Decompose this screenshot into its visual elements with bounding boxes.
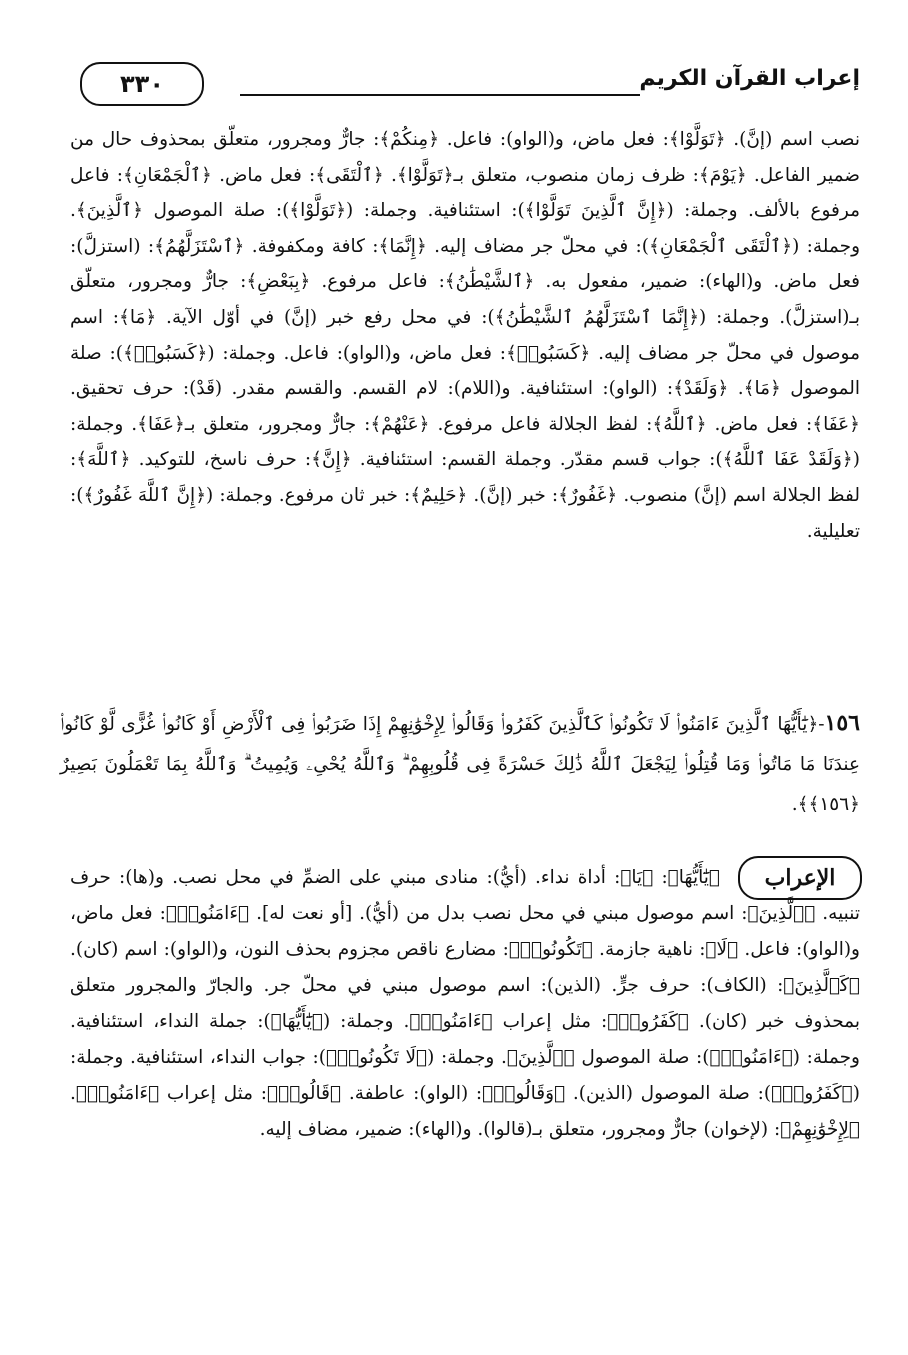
irab-paragraph: ﴿يَٰٓأَيُّهَا﴾: ﴿يَا﴾: أداة نداء. (أيُّ): منادى مبني على الضمِّ في محل نصب. و(ها): حرف تنبيه. ﴿ٱلَّذِينَ﴾: اسم موصول مبني في محل نصب بدل من (أيُّ). [أو نعت له]. ﴿ءَامَنُوا۟﴾: فعل ماض، و(الواو): فاعل. ﴿لَا﴾: ناهية جازمة. ﴿تَكُونُوا۟﴾: مضارع ناقص مجزوم بحذف النون، و(الواو): اسم (كان). ﴿كَٱلَّذِينَ﴾: (الكاف): حرف جرٍّ. (الذين): اسم موصول مبني في محلّ جر. والجارّ والمجرور متعلق بمحذوف خبر (كان). ﴿كَفَرُوا۟﴾: مثل إعراب ﴿ءَامَنُوا۟﴾. وجملة: (﴿يَٰٓأَيُّهَا﴾): جملة النداء، استئنافية. وجملة: (﴿ءَامَنُوا۟﴾): صلة الموصول ﴿ٱلَّذِينَ﴾. وجملة: (﴿لَا تَكُونُوا۟﴾): جواب النداء، استئنافية. وجملة: (﴿كَفَرُوا۟﴾): صلة الموصول (الذين). ﴿وَقَالُوا۟﴾: (الواو): عاطفة. ﴿قَالُوا۟﴾: مثل إعراب ﴿ءَامَنُوا۟﴾. ﴿لِإِخْوَٰنِهِمْ﴾: (لإخوان) جارٌّ ومجرور، متعلق بـ(قالوا). و(الهاء): ضمير، مضاف إليه. [70, 867, 860, 1140]
commentary-paragraph: نصب اسم (إنَّ). ﴿تَوَلَّوْا﴾: فعل ماض، و(الواو): فاعل. ﴿مِنكُمْ﴾: جارٌّ ومجرور، متعلّق بمحذوف حال من ضمير الفاعل. ﴿يَوْمَ﴾: ظرف زمان منصوب، متعلق بـ﴿تَوَلَّوْا﴾. ﴿ٱلْتَقَى﴾: فعل ماض. ﴿ٱلْجَمْعَانِ﴾: فاعل مرفوع بالألف. وجملة: (﴿إِنَّ ٱلَّذِينَ تَوَلَّوْا﴾): استئنافية. وجملة: (﴿تَوَلَّوْا﴾): صلة الموصول ﴿ٱلَّذِينَ﴾. وجملة: (﴿ٱلْتَقَى ٱلْجَمْعَانِ﴾): في محلّ جر مضاف إليه. ﴿إِنَّمَا﴾: كافة ومكفوفة. ﴿ٱسْتَزَلَّهُمُ﴾: (استزلَّ): فعل ماض. و(الهاء): ضمير، مفعول به. ﴿ٱلشَّيْطَٰنُ﴾: فاعل مرفوع. ﴿بِبَعْضِ﴾: جارٌّ ومجرور، متعلّق بـ(استزلَّ). وجملة: (﴿إِنَّمَا ٱسْتَزَلَّهُمُ ٱلشَّيْطَٰنُ﴾): في محل رفع خبر (إنَّ) في أوّل الآية. ﴿مَا﴾: اسم موصول في محلّ جر مضاف إليه. ﴿كَسَبُوا۟﴾: فعل ماض، و(الواو): فاعل. وجملة: (﴿كَسَبُوا۟﴾): صلة الموصول ﴿مَا﴾. ﴿وَلَقَدْ﴾: (الواو): استئنافية. و(اللام): لام القسم. والقسم مقدر. (قَدْ): حرف تحقيق. ﴿عَفَا﴾: فعل ماض. ﴿ٱللَّهُ﴾: لفظ الجلالة فاعل مرفوع. ﴿عَنْهُمْ﴾: جارٌّ ومجرور، متعلق بـ﴿عَفَا﴾. وجملة: (﴿وَلَقَدْ عَفَا ٱللَّهُ﴾): جواب قسم مقدّر. وجملة القسم: استئنافية. ﴿إِنَّ﴾: حرف ناسخ، للتوكيد. ﴿ٱللَّهَ﴾: لفظ الجلالة اسم (إنَّ) منصوب. ﴿غَفُورٌ﴾: خبر (إنَّ). ﴿حَلِيمٌ﴾: خبر ثان مرفوع. وجملة: (﴿إِنَّ ٱللَّهَ غَفُورٌ﴾): تعليلية. [70, 129, 860, 542]
verse-block [60, 703, 860, 825]
irab-section [70, 860, 860, 1148]
page-header [80, 62, 860, 112]
page-number: ٣٣٠ [80, 62, 204, 106]
header-divider [240, 94, 640, 96]
verse-number: ١٥٦ [824, 710, 860, 736]
verse-text: -﴿يَٰٓأَيُّهَا ٱلَّذِينَ ءَامَنُوا۟ لَا تَكُونُوا۟ كَٱلَّذِينَ كَفَرُوا۟ وَقَالُوا۟ لِإِخْوَٰنِهِمْ إِذَا ضَرَبُوا۟ فِى ٱلْأَرْضِ أَوْ كَانُوا۟ غُزًّى لَّوْ كَانُوا۟ عِندَنَا مَا مَاتُوا۟ وَمَا قُتِلُوا۟ لِيَجْعَلَ ٱللَّهُ ذَٰلِكَ حَسْرَةً فِى قُلُوبِهِمْ ۗ وَٱللَّهُ يُحْىِۦ وَيُمِيتُ ۗ وَٱللَّهُ بِمَا تَعْمَلُونَ بَصِيرٌ ﴿١٥٦﴾﴾. [60, 714, 860, 815]
main-commentary [70, 122, 860, 549]
book-title: إعراب القرآن الكريم [639, 66, 860, 91]
irab-label: الإعراب [738, 856, 862, 900]
